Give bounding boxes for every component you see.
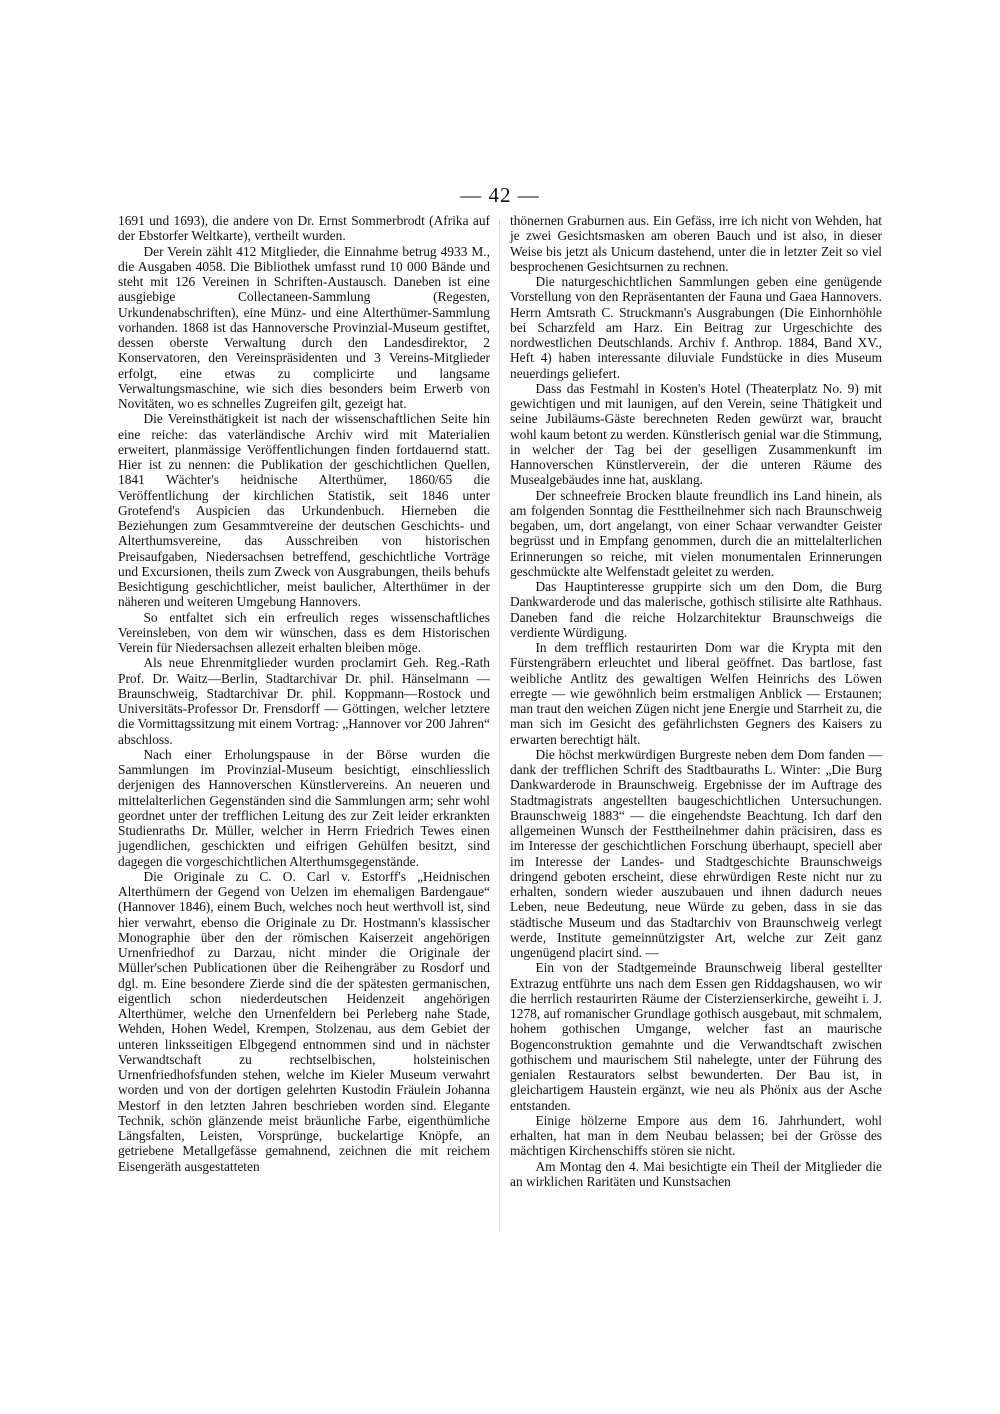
paragraph: Am Montag den 4. Mai besichtigte ein Theil der Mitglieder die an wirklichen Raritäten und Kunstsachen xyxy=(510,1158,882,1189)
page-number: — 42 — xyxy=(460,183,540,207)
paragraph: So entfaltet sich ein erfreulich reges wissenschaftliches Vereinsleben, von dem wir wünschen, dass es dem Historischen Verein für Niedersachsen allezeit erhalten bleiben möge. xyxy=(118,609,490,655)
paragraph: Einige hölzerne Empore aus dem 16. Jahrhundert, wohl erhalten, hat man in dem Neubau belassen; bei der Grösse des mächtigen Kirchenschiffs stören sie nicht. xyxy=(510,1112,882,1159)
right-column xyxy=(510,213,882,1189)
paragraph: Die naturgeschichtlichen Sammlungen geben eine genügende Vorstellung von den Repräsentanten der Fauna und Gaea Hannovers. Herrn Amtsrath C. Struckmann's Ausgrabungen (Die Einhornhöhle bei Scharzfeld am Harz. Ein Beitrag zur Urgeschichte des nordwestlichen Deutschlands. Archiv f. Anthrop. 1884, Band XV., Heft 4) haben interessante diluviale Fundstücke in dies Museum neuerdings geliefert. xyxy=(510,274,882,381)
paragraph: Als neue Ehrenmitglieder wurden proclamirt Geh. Reg.-Rath Prof. Dr. Waitz—Berlin, Stadtarchivar Dr. phil. Hänselmann — Braunschweig, Stadtarchivar Dr. phil. Koppmann—Rostock und Universitäts-Professor Dr. Frensdorff — Göttingen, welcher letztere die Vormittagssitzung mit einem Vortrag: „Hannover vor 200 Jahren“ abschloss. xyxy=(118,655,490,747)
paragraph: thönernen Graburnen aus. Ein Gefäss, irre ich nicht von Wehden, hat je zwei Gesichtsmasken am oberen Bauch und ist also, in dieser Weise bis jetzt als Unicum dastehend, unter die in letzter Zeit so viel besprochenen Gesichtsurnen zu rechnen. xyxy=(510,213,882,274)
column-divider xyxy=(499,220,500,1230)
paragraph: Nach einer Erholungspause in der Börse wurden die Sammlungen im Provinzial-Museum besichtigt, einschliesslich derjenigen des Hannoverschen Künstlervereins. An neueren und mittelalterlichen Gegenständen sind die Sammlungen arm; sehr wohl geordnet unter der trefflichen Leitung des zur Zeit leider erkrankten Studienraths Dr. Müller, welcher in Herrn Friedrich Tewes einen jugendlichen, geschickten und eifrigen Gehülfen besitzt, sind dagegen die vorgeschichtlichen Alterthumsgegenstände. xyxy=(118,746,490,869)
paragraph: In dem trefflich restaurirten Dom war die Krypta mit den Fürstengräbern erleuchtet und liberal geöffnet. Das bartlose, fast weibliche Antlitz des gewaltigen Welfen Heinrichs des Löwen erregte — wie gewöhnlich beim erstmaligen Anblick — Erstaunen; man traut den weichen Zügen nicht jene Energie und Starrheit zu, die man sich im Gesicht des gefährlichsten Gegners des Kaisers zu erwarten berechtigt hält. xyxy=(510,640,882,747)
paragraph: Der schneefreie Brocken blaute freundlich ins Land hinein, als am folgenden Sonntag die Festtheilnehmer sich nach Braunschweig begaben, um, dort angelangt, von einer Schaar verwandter Geister begrüsst und in Empfang genommen, durch die an mittelalterlichen Erinnerungen so reiche, mit vielen monumentalen Erinnerungen geschmückte alte Welfenstadt geleitet zu werden. xyxy=(510,487,882,579)
paragraph: Die höchst merkwürdigen Burgreste neben dem Dom fanden — dank der trefflichen Schrift des Stadtbauraths L. Winter: „Die Burg Dankwarderode in Braunschweig. Ergebnisse der im Auftrage des Stadtmagistrats angestellten baugeschichtlichen Untersuchungen. Braunschweig 1883“ — die eingehendste Beachtung. Ich darf den allgemeinen Wunsch der Festtheilnehmer dahin präcisiren, dass es im Interesse der geschichtlichen Forschung überhaupt, speciell aber im Interesse der Landes- und Stadtgeschichte Braunschweigs dringend geboten erscheint, diese ehrwürdigen Reste nicht nur zu erhalten, sondern wieder auszubauen und ihnen dadurch neues Leben, neue Bedeutung, neue Würde zu geben, dass in sie das städtische Museum und das Stadtarchiv von Braunschweig verlegt werde, Institute gemeinnützigster Art, welche zur Zeit ganz ungenügend placirt sind. — xyxy=(510,746,882,960)
paragraph: Der Verein zählt 412 Mitglieder, die Einnahme betrug 4933 M., die Ausgaben 4058. Die Bibliothek umfasst rund 10 000 Bände und steht mit 126 Vereinen in Schriften-Austausch. Daneben ist eine ausgiebige Collectaneen-Sammlung (Regesten, Urkundenabschriften), eine Münz- und eine Alterthümer-Sammlung vorhanden. 1868 ist das Hannoversche Provinzial-Museum gestiftet, dessen oberste Verwaltung durch den Landesdirektor, 2 Konservatoren, den Vereinspräsidenten und 3 Vereins-Mitglieder erfolgt, eine etwas zu complicirte und langsame Verwaltungsmaschine, wie sich dies besonders beim Erwerb von Novitäten, wo es schnelles Zugreifen gilt, gezeigt hat. xyxy=(118,243,490,411)
left-column xyxy=(118,213,490,1174)
paragraph: Das Hauptinteresse gruppirte sich um den Dom, die Burg Dankwarderode und das malerische, gothisch stilisirte alte Rathhaus. Daneben fand die reiche Holzarchitektur Braunschweigs die verdiente Würdigung. xyxy=(510,579,882,640)
paragraph: 1691 und 1693), die andere von Dr. Ernst Sommerbrodt (Afrika auf der Ebstorfer Weltkarte), vertheilt wurden. xyxy=(118,213,490,244)
paragraph: Die Vereinsthätigkeit ist nach der wissenschaftlichen Seite hin eine reiche: das vaterländische Archiv wird mit Materialien erweitert, planmässige Veröffentlichungen finden fortdauernd statt. Hier ist zu nennen: die Publikation der geschichtlichen Quellen, 1841 Wächter's heidnische Alterthümer, 1860/65 die Veröffentlichung der kirchlichen Statistik, seit 1846 unter Grotefend's Auspicien das Urkundenbuch. Hierneben die Beziehungen zum Gesammtvereine der deutschen Geschichts- und Alterthumsvereine, das Ausschreiben von historischen Preisaufgaben, Niedersachsen betreffend, geschichtliche Vorträge und Excursionen, theils zum Zweck von Ausgrabungen, theils behufs Besichtigung geschichtlicher, meist baulicher, Alterthümer in der näheren und weiteren Umgebung Hannovers. xyxy=(118,411,490,610)
paragraph: Die Originale zu C. O. Carl v. Estorff's „Heidnischen Alterthümern der Gegend von Uelzen im ehemaligen Bardengaue“ (Hannover 1846), einem Buch, welches noch heut werthvoll ist, sind hier verwahrt, ebenso die Originale zu Dr. Hostmann's klassischer Monographie über den der römischen Kaiserzeit angehörigen Urnenfriedhof zu Darzau, nicht minder die Originale der Müller'schen Publicationen über die Reihengräber zu Rosdorf und dgl. m. Eine besondere Zierde sind die der spätesten germanischen, eigentlich schon niederdeutschen Heidenzeit angehörigen Alterthümer, welche den Urnenfeldern bei Perleberg nahe Stade, Wehden, Hohen Wedel, Krempen, Stolzenau, aus dem Gebiet der unteren linksseitigen Elbgegend entnommen sind und in nächster Verwandtschaft zu rechtselbischen, holsteinischen Urnenfriedhofsfunden stehen, welche im Kieler Museum verwahrt worden und von der dortigen gelehrten Kustodin Fräulein Johanna Mestorf in den letzten Jahren beschrieben worden sind. Elegante Technik, schön glänzende meist bräunliche Farbe, eigenthümliche Längsfalten, Leisten, Vorsprünge, buckelartige Knöpfe, an getriebene Metallgefässe gemahnend, zeichnen die mit reichem Eisengeräth ausgestatteten xyxy=(118,868,490,1174)
paragraph: Dass das Festmahl in Kosten's Hotel (Theaterplatz No. 9) mit gewichtigen und mit launigen, auf den Verein, seine Thätigkeit und seine Jubiläums-Gäste berechneten Reden gewürzt war, braucht wohl kaum betont zu werden. Künstlerisch genial war die Stimmung, in welcher der Tag bei der geselligen Zusammenkunft im Hannoverschen Künstlerverein, der die unteren Räume des Musealgebäudes inne hat, ausklang. xyxy=(510,380,882,488)
paragraph: Ein von der Stadtgemeinde Braunschweig liberal gestellter Extrazug entführte uns nach dem Essen gen Riddagshausen, wo wir die herrlich restaurirten Räume der Cisterzienserkirche, geweiht i. J. 1278, auf romanischer Grundlage gothisch ausgebaut, mit schmalem, hohem gothischen Umgange, welcher fast an maurische Bogenconstruktion gemahnte und die Verwandtschaft zwischen gothischem und maurischem Stil nahelegte, unter der Führung des genialen Restaurators selbst bewunderten. Der Bau ist, in gleichartigem Haustein ergänzt, wie neu als Phönix aus der Asche entstanden. xyxy=(510,960,882,1113)
